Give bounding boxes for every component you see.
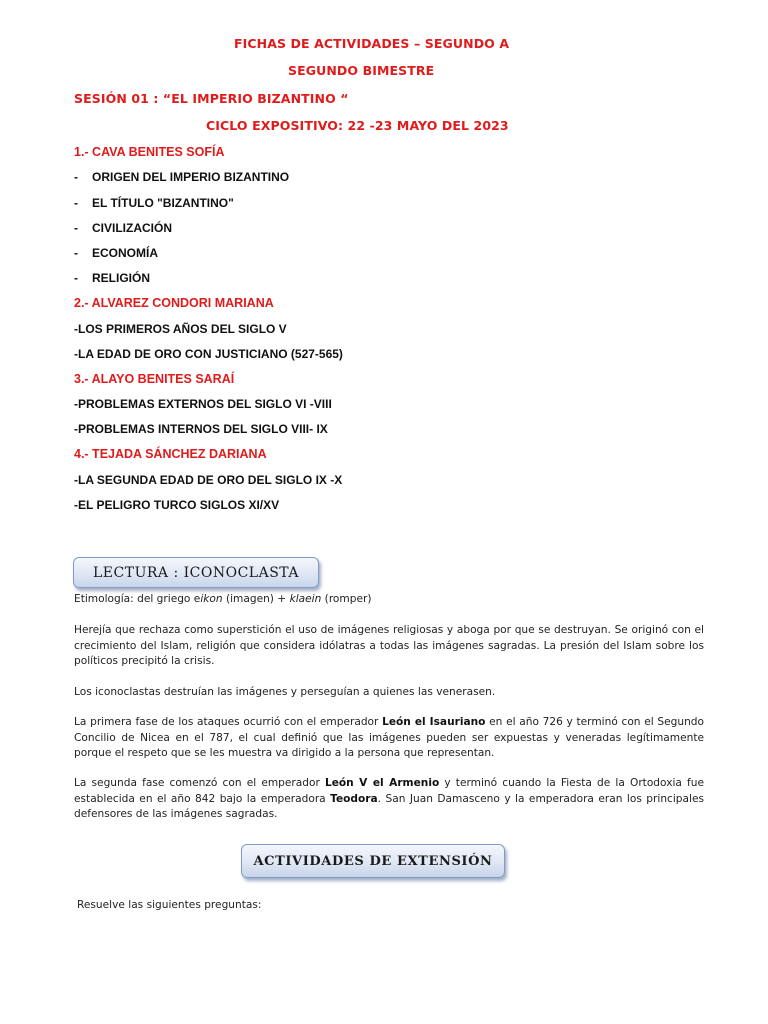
activities-instruction: Resuelve las siguientes preguntas: — [77, 899, 262, 911]
student-name: 2.- ALVAREZ CONDORI MARIANA — [74, 296, 274, 310]
cycle-dates: CICLO EXPOSITIVO: 22 -23 MAYO DEL 2023 — [206, 118, 509, 133]
topic-item: - RELIGIÓN — [74, 271, 151, 285]
reading-paragraph: La segunda fase comenzó con el emperador León V el Armenio y terminó cuando la Fiesta de la Ortodoxia fue establecida en el año 842 bajo la emperadora Teodora. San Juan Damasceno y la emperadora eran los principales defensores de las imágenes sagradas. — [74, 777, 705, 820]
topic-item: -LA SEGUNDA EDAD DE ORO DEL SIGLO IX -X — [74, 473, 343, 487]
reading-banner — [73, 557, 319, 588]
reading-paragraph: Los iconoclastas destruían las imágenes y perseguían a quienes las venerasen. — [74, 686, 496, 698]
document-title: FICHAS DE ACTIVIDADES – SEGUNDO A — [234, 36, 510, 51]
topic-item: -PROBLEMAS EXTERNOS DEL SIGLO VI -VIII — [74, 397, 332, 411]
reading-banner-label: LECTURA : ICONOCLASTA — [93, 564, 299, 581]
topic-item: - CIVILIZACIÓN — [74, 221, 172, 235]
topic-item: -LA EDAD DE ORO CON JUSTICIANO (527-565) — [74, 347, 343, 361]
topic-item: -PROBLEMAS INTERNOS DEL SIGLO VIII- IX — [74, 422, 328, 436]
document-subtitle: SEGUNDO BIMESTRE — [288, 63, 435, 78]
topic-item: - EL TÍTULO "BIZANTINO" — [74, 196, 234, 210]
topic-item: - ORIGEN DEL IMPERIO BIZANTINO — [74, 170, 290, 184]
student-name: 4.- TEJADA SÁNCHEZ DARIANA — [74, 447, 267, 461]
session-title: SESIÓN 01 : “EL IMPERIO BIZANTINO “ — [74, 91, 349, 106]
student-name: 1.- CAVA BENITES SOFÍA — [74, 145, 225, 159]
topic-item: -EL PELIGRO TURCO SIGLOS XI/XV — [74, 498, 280, 512]
topic-item: - ECONOMÍA — [74, 246, 158, 260]
reading-paragraph: Herejía que rechaza como superstición el uso de imágenes religiosas y aboga por que se destruyan. Se originó con el crecimiento del Islam, religión que considera idólatras a todas las imágenes sagradas. La presión del Islam sobre los políticos precipitó la crisis. — [74, 624, 704, 667]
activities-banner-label: ACTIVIDADES DE EXTENSIÓN — [253, 853, 493, 869]
reading-paragraph: La primera fase de los ataques ocurrió con el emperador León el Isauriano en el año 726 y terminó con el Segundo Concilio de Nicea en el 787, el cual definió que las imágenes pueden ser expuestas y veneradas legítimamente porque el respeto que se les muestra va dirigido a la persona que representan. — [74, 716, 704, 759]
topic-item: -LOS PRIMEROS AÑOS DEL SIGLO V — [74, 322, 287, 336]
etymology-line: Etimología: del griego eikon (imagen) + klaein (romper) — [74, 593, 372, 605]
activities-banner — [241, 844, 505, 878]
student-name: 3.- ALAYO BENITES SARAÍ — [74, 372, 235, 386]
